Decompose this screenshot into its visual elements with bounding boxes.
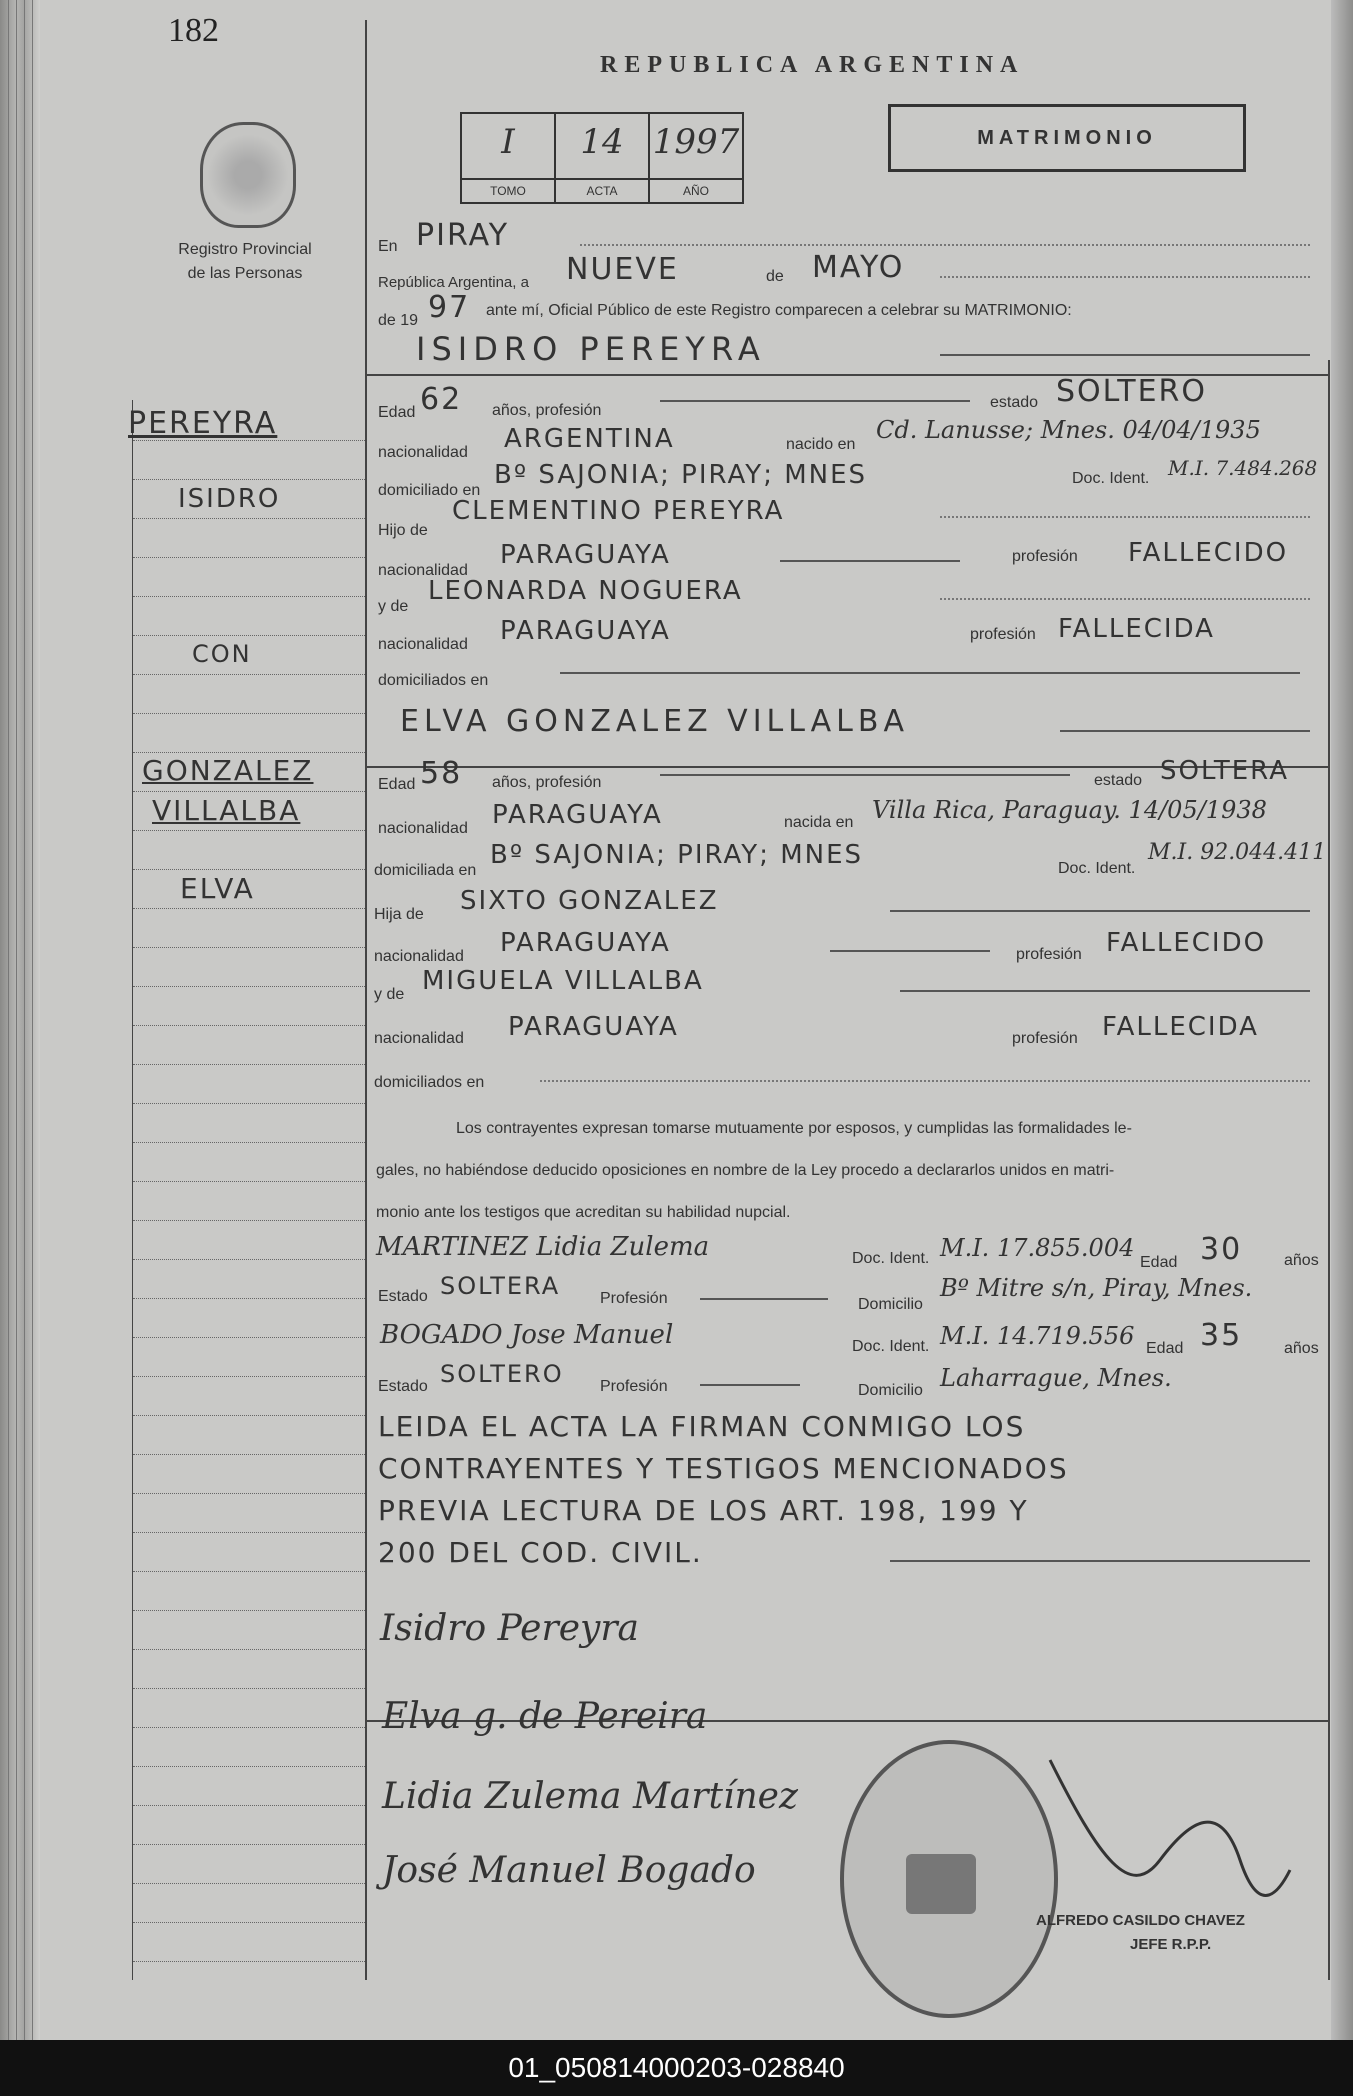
bride-full-name: ELVA GONZALEZ VILLALBA (400, 704, 909, 739)
registry-name (150, 238, 340, 286)
fill-line (940, 516, 1310, 518)
signature-groom: Isidro Pereyra (380, 1608, 640, 1649)
margin-rule (133, 1181, 365, 1182)
fill-line (700, 1384, 800, 1386)
fill-line (940, 598, 1310, 600)
anos-profesion-label: años, profesión (492, 774, 602, 791)
en-label: En (378, 238, 398, 255)
margin-rule (133, 752, 365, 753)
fill-line (700, 1298, 828, 1300)
groom-mother-nac: PARAGUAYA (500, 616, 671, 646)
margin-rule (133, 1844, 365, 1845)
anos-profesion-label: años, profesión (492, 402, 602, 419)
left-margin-line (132, 400, 133, 1980)
margin-rule (133, 1922, 365, 1923)
edad-label: Edad (1146, 1340, 1184, 1357)
anos-label: años (1284, 1252, 1319, 1269)
groom-nacionalidad: ARGENTINA (504, 424, 675, 454)
page-number: 182 (168, 12, 219, 49)
groom-estado: SOLTERO (1056, 374, 1207, 409)
domiciliada-label: domiciliada en (374, 862, 477, 879)
estado-label: Estado (378, 1378, 428, 1395)
tomo-acta-ano-box (460, 112, 744, 204)
ante-text: ante mí, Oficial Público de este Registro comparecen a celebrar su MATRIMONIO: (486, 302, 1072, 319)
note-line-4: 200 DEL COD. CIVIL. (378, 1536, 703, 1569)
groom-surname: PEREYRA (128, 406, 278, 441)
doc-label: Doc. Ident. (852, 1338, 930, 1355)
note-line-3: PREVIA LECTURA DE LOS ART. 198, 199 Y (378, 1494, 1029, 1527)
bride-nacionalidad: PARAGUAYA (492, 800, 663, 830)
bride-father-prof: FALLECIDO (1106, 928, 1267, 958)
edad-label: Edad (1140, 1254, 1178, 1271)
margin-rule (133, 947, 365, 948)
margin-rule (133, 1883, 365, 1884)
witness2-domicilio: Laharrague, Mnes. (940, 1364, 1172, 1392)
margin-rule (133, 1298, 365, 1299)
domiciliado-label: domiciliado en (378, 482, 481, 499)
groom-domicilio: Bº SAJONIA; PIRAY; MNES (494, 460, 868, 490)
groom-mother-prof: FALLECIDA (1058, 614, 1215, 644)
margin-rule (133, 986, 365, 987)
note-line-1: LEIDA EL ACTA LA FIRMAN CONMIGO LOS (378, 1410, 1026, 1443)
provincial-seal-icon (200, 122, 296, 228)
official-signature-icon (1040, 1740, 1300, 1940)
witness1-name: MARTINEZ Lidia Zulema (376, 1232, 710, 1262)
fill-line (580, 244, 1310, 246)
signature-witness2: José Manuel Bogado (382, 1850, 756, 1891)
bride-surname-2: VILLALBA (152, 794, 301, 827)
edad-label: Edad (378, 404, 416, 421)
day-value: NUEVE (566, 252, 679, 287)
margin-rule (133, 1376, 365, 1377)
nacida-label: nacida en (784, 814, 854, 831)
declaration-line-1: Los contrayentes expresan tomarse mutuamente por esposos, y cumplidas las formalidades le- (456, 1120, 1132, 1137)
estado-label: estado (990, 394, 1039, 411)
signature-bride: Elva g. de Pereira (382, 1696, 708, 1737)
witness2-age: 35 (1200, 1318, 1243, 1353)
margin-rule (133, 557, 365, 558)
nacionalidad-label: nacionalidad (374, 1030, 464, 1047)
right-border-line (1328, 360, 1330, 1980)
fill-line (940, 276, 1310, 278)
bride-mother: MIGUELA VILLALBA (422, 966, 704, 996)
margin-rule (133, 674, 365, 675)
domiciliados-label: domiciliados en (374, 1074, 485, 1091)
con-label: CON (192, 640, 252, 668)
domicilio-label: Domicilio (858, 1296, 923, 1313)
tomo-cell (462, 114, 556, 202)
margin-rule (133, 1571, 365, 1572)
acta-label: ACTA (556, 178, 648, 202)
margin-rule (133, 1727, 365, 1728)
margin-rule (133, 908, 365, 909)
fill-line (780, 560, 960, 562)
note-line-2: CONTRAYENTES Y TESTIGOS MENCIONADOS (378, 1452, 1069, 1485)
official-name: ALFREDO CASILDO CHAVEZ (1036, 1912, 1245, 1929)
fill-line (660, 774, 1070, 776)
anio-label: AÑO (650, 178, 742, 202)
page-right-edge (1331, 0, 1353, 2040)
margin-rule (133, 518, 365, 519)
registry-line-2: de las Personas (187, 265, 303, 282)
profesion-label: profesión (1012, 1030, 1078, 1047)
margin-rule (133, 1610, 365, 1611)
bride-father-nac: PARAGUAYA (500, 928, 671, 958)
nacionalidad-label: nacionalidad (378, 820, 468, 837)
tomo-value: I (501, 122, 515, 162)
domicilio-label: Domicilio (858, 1382, 923, 1399)
margin-rule (133, 479, 365, 480)
declaration-text (376, 1108, 1326, 1234)
margin-rule (133, 830, 365, 831)
profesion-label: Profesión (600, 1290, 668, 1307)
margin-rule (133, 1649, 365, 1650)
registry-line-1: Registro Provincial (178, 241, 312, 258)
estado-label: Estado (378, 1288, 428, 1305)
bride-name: ELVA (180, 872, 255, 905)
yde-label: y de (378, 598, 409, 615)
margin-rule (133, 1493, 365, 1494)
fill-line (660, 400, 970, 402)
margin-rule (133, 869, 365, 870)
groom-name: ISIDRO (178, 484, 281, 514)
hija-label: Hija de (374, 906, 424, 923)
groom-mother: LEONARDA NOGUERA (428, 576, 743, 606)
margin-rule (133, 1454, 365, 1455)
fill-line (900, 990, 1310, 992)
doc-label: Doc. Ident. (1072, 470, 1150, 487)
fill-line (540, 1080, 1310, 1082)
year-value: 97 (428, 290, 471, 325)
fill-line (890, 1560, 1310, 1562)
margin-rule (133, 1805, 365, 1806)
margin-rule (133, 1415, 365, 1416)
anos-label: años (1284, 1340, 1319, 1357)
yde-label: y de (374, 986, 405, 1003)
fill-line (1060, 730, 1310, 732)
margin-rule (133, 1025, 365, 1026)
nacionalidad-label: nacionalidad (378, 444, 468, 461)
official-stamp-icon (840, 1740, 1058, 2018)
month-value: MAYO (812, 250, 905, 285)
groom-father-nac: PARAGUAYA (500, 540, 671, 570)
margin-rule (133, 1532, 365, 1533)
place-value: PIRAY (416, 218, 510, 253)
nacionalidad-label: nacionalidad (378, 562, 468, 579)
column-divider (365, 20, 367, 1980)
declaration-line-3: monio ante los testigos que acreditan su habilidad nupcial. (376, 1204, 791, 1221)
hijo-label: Hijo de (378, 522, 428, 539)
domiciliados-label: domiciliados en (378, 672, 489, 689)
witness1-domicilio: Bº Mitre s/n, Piray, Mnes. (940, 1274, 1253, 1302)
edad-label: Edad (378, 776, 416, 793)
estado-label: estado (1094, 772, 1143, 789)
bride-age: 58 (420, 756, 463, 791)
bride-birthplace: Villa Rica, Paraguay. 14/05/1938 (872, 796, 1267, 824)
margin-rule (133, 596, 365, 597)
doc-label: Doc. Ident. (852, 1250, 930, 1267)
margin-rule (133, 1961, 365, 1962)
profesion-label: profesión (1016, 946, 1082, 963)
bride-domicilio: Bº SAJONIA; PIRAY; MNES (490, 840, 864, 870)
margin-rule (133, 791, 365, 792)
anio-value: 1997 (652, 122, 740, 162)
margin-rule (133, 1766, 365, 1767)
fill-line (940, 354, 1310, 356)
witness2-doc: M.I. 14.719.556 (940, 1322, 1135, 1350)
fill-line (890, 910, 1310, 912)
doc-label: Doc. Ident. (1058, 860, 1136, 877)
nacionalidad-label: nacionalidad (378, 636, 468, 653)
margin-rule (133, 1337, 365, 1338)
de19-label: de 19 (378, 312, 419, 329)
margin-rule (133, 713, 365, 714)
declaration-line-2: gales, no habiéndose deducido oposiciones en nombre de la Ley procedo a declararlos unidos en matri- (376, 1162, 1115, 1179)
witness1-doc: M.I. 17.855.004 (940, 1234, 1135, 1262)
groom-full-name: ISIDRO PEREYRA (416, 330, 766, 368)
bride-father: SIXTO GONZALEZ (460, 886, 719, 916)
margin-rule (133, 1064, 365, 1065)
margin-rule (133, 1259, 365, 1260)
groom-father-prof: FALLECIDO (1128, 538, 1289, 568)
profesion-label: profesión (970, 626, 1036, 643)
witness1-age: 30 (1200, 1232, 1243, 1267)
anio-cell (650, 114, 742, 202)
bride-mother-nac: PARAGUAYA (508, 1012, 679, 1042)
witness2-name: BOGADO Jose Manuel (380, 1320, 674, 1350)
witness2-estado: SOLTERO (440, 1360, 564, 1388)
document-type-box: MATRIMONIO (888, 104, 1246, 172)
margin-rule (133, 1142, 365, 1143)
margin-rule (133, 1220, 365, 1221)
de-label: de (766, 268, 784, 285)
fill-line (830, 950, 990, 952)
nacionalidad-label: nacionalidad (374, 948, 464, 965)
country-heading: REPUBLICA ARGENTINA (600, 52, 1025, 78)
groom-doc: M.I. 7.484.268 (1168, 456, 1318, 480)
book-binding-edge (0, 0, 40, 2040)
bride-mother-prof: FALLECIDA (1102, 1012, 1259, 1042)
official-title: JEFE R.P.P. (1130, 1936, 1212, 1953)
signature-witness1: Lidia Zulema Martínez (382, 1776, 798, 1817)
margin-rule (133, 1103, 365, 1104)
image-id-footer: 01_050814000203-028840 (0, 2040, 1353, 2096)
acta-cell (556, 114, 650, 202)
groom-birthplace: Cd. Lanusse; Mnes. 04/04/1935 (876, 416, 1261, 444)
acta-value: 14 (580, 122, 624, 162)
groom-father: CLEMENTINO PEREYRA (452, 496, 785, 526)
margin-rule (133, 1688, 365, 1689)
profesion-label: profesión (1012, 548, 1078, 565)
profesion-label: Profesión (600, 1378, 668, 1395)
margin-rule (133, 635, 365, 636)
witness1-estado: SOLTERA (440, 1272, 561, 1300)
tomo-label: TOMO (462, 178, 554, 202)
republica-label: República Argentina, a (378, 274, 529, 291)
groom-age: 62 (420, 382, 463, 417)
bride-surname-1: GONZALEZ (142, 754, 314, 787)
nacido-label: nacido en (786, 436, 856, 453)
bride-estado: SOLTERA (1160, 756, 1289, 786)
fill-line (560, 672, 1300, 674)
bride-doc: M.I. 92.044.411 (1148, 840, 1327, 865)
